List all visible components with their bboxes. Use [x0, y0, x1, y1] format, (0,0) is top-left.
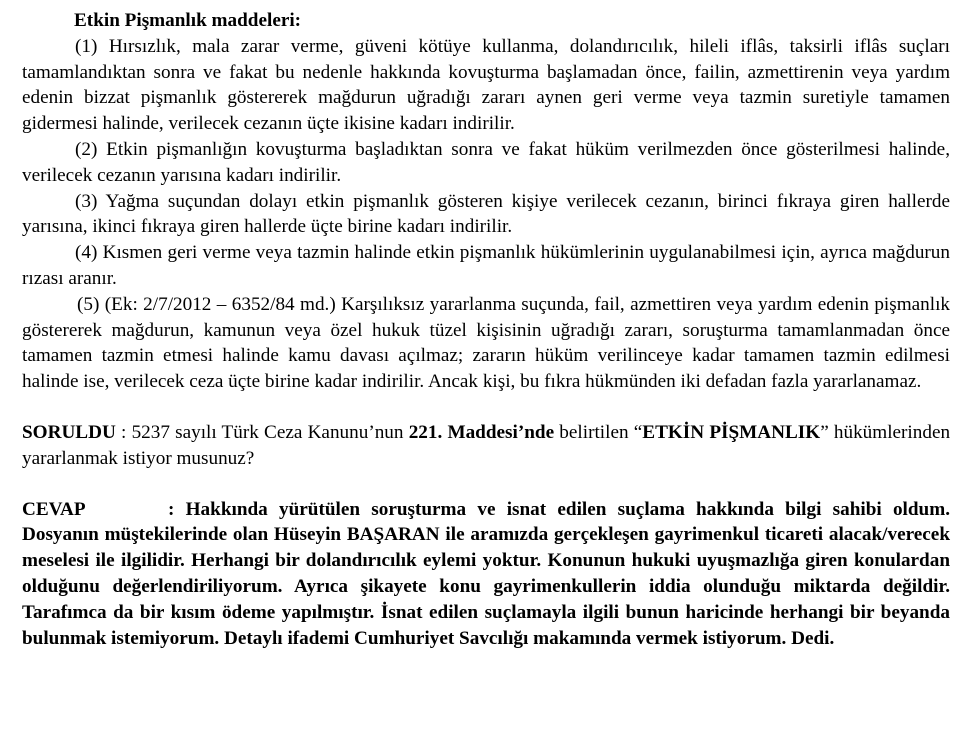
answer-block — [22, 497, 950, 652]
question-text-before: 5237 sayılı Türk Ceza Kanunu’nun — [131, 421, 404, 443]
question-separator: : — [121, 421, 127, 443]
question-text-after: ” hükümlerinden yararlanmak istiyor musunuz? — [22, 421, 951, 469]
question-term: ETKİN PİŞMANLIK — [642, 421, 821, 443]
spacer — [22, 395, 950, 420]
document-page — [22, 8, 950, 651]
question-article: 221. Maddesi’nde — [408, 421, 555, 443]
spacer — [22, 472, 950, 497]
section-heading: Etkin Pişmanlık maddeleri: — [74, 10, 302, 31]
question-text-middle: belirtilen “ — [559, 421, 643, 443]
paragraph-4: (4) Kısmen geri verme veya tazmin halinde etkin pişmanlık hükümlerinin uygulanabilmesi için, ayrıca mağdurun rızası aranır. — [22, 242, 950, 289]
paragraph-1: (1) Hırsızlık, mala zarar verme, güveni kötüye kullanma, dolandırıcılık, hileli iflâs, taksirli iflâs suçları tamamlandıktan sonra ve fakat bu nedenle hakkında kovuşturma başlamadan önce, failin, azmettirenin veya yardım edenin bizzat pişmanlık göstererek mağdurun uğradığı zararı aynen geri verme veya tazmin suretiyle tamamen gidermesi halinde, verilecek cezanın üçte ikisine kadarı indirilir. — [22, 35, 950, 135]
paragraph-2: (2) Etkin pişmanlığın kovuşturma başladıktan sonra ve fakat hüküm verilmezden önce gösterilmesi halinde, verilecek cezanın yarısına kadarı indirilir. — [22, 138, 950, 186]
answer-label: CEVAP — [22, 498, 86, 520]
answer-text: : Hakkında yürütülen soruşturma ve isnat edilen suçlama hakkında bilgi sahibi oldum. Dosyanın müştekilerinde olan Hüseyin BAŞARAN ile aramızda gerçekleşen gayrimenkul ticareti alacak/verecek meselesi ile ilgilidir. Herhangi bir dolandırıcılık eylemi yoktur. Konunun hukuki uyuşmazlığa giren konulardan olduğunu değerlendiriliyorum. Ayrıca şikayete konu gayrimenkullerin iddia olunduğu miktarda değildir. Tarafımca da bir kısım ödeme yapılmıştır. İsnat edilen suçlamayla ilgili bunun haricinde herhangi bir beyanda bulunmak istemiyorum. Detaylı ifademi Cumhuriyet Savcılığı makamında vermek istiyorum. Dedi. — [22, 498, 950, 649]
paragraph-5: (5) (Ek: 2/7/2012 – 6352/84 md.) Karşılıksız yararlanma suçunda, fail, azmettiren veya yardım edenin pişmanlık göstererek mağdurun, kamunun veya özel hukuk tüzel kişisinin uğradığı zararı, soruşturma tamamlanmadan önce tamamen tazmin etmesi halinde kamu davası açılmaz; zararın hüküm verilinceye kadar tamamen tazmin edilmesi halinde ise, verilecek ceza üçte birine kadar indirilir. Ancak kişi, bu fıkra hükmünden iki defadan fazla yararlanamaz. — [22, 293, 950, 393]
paragraph-3: (3) Yağma suçundan dolayı etkin pişmanlık gösteren kişiye verilecek cezanın, birinci fıkraya giren hallerde yarısına, ikinci fıkraya giren hallerde üçte birine kadarı indirilir. — [22, 190, 950, 238]
question-label: SORULDU — [22, 421, 116, 443]
question-block — [22, 420, 950, 472]
